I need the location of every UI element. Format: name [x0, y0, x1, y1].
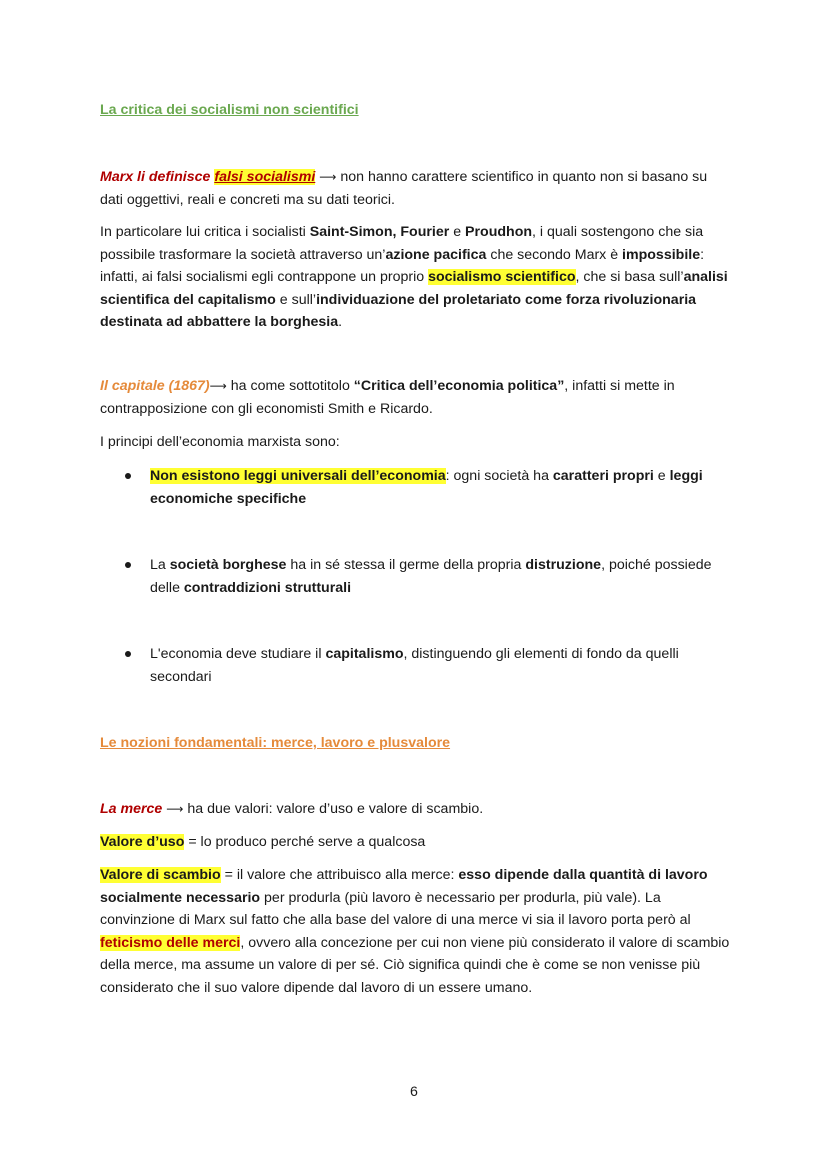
page-number: 6: [410, 1084, 418, 1100]
bold-text: contraddizioni strutturali: [183, 579, 352, 596]
text: per produrla (più lavoro è necessario per produrla, più vale). La convinzione di Marx sul fatto che alla base del valore di una merce vi sia il lavoro porta però al: [100, 889, 691, 928]
bold-text: caratteri propri: [552, 468, 654, 484]
bold-text: “Critica dell’economia politica”: [353, 378, 565, 394]
text: : infatti, ai falsi socialismi egli contrappone un proprio: [100, 246, 705, 285]
text: : ogni società ha: [445, 468, 553, 484]
bold-text: società borghese: [169, 557, 287, 573]
paragraph-la-merce: [100, 798, 730, 821]
text: , i quali sostengono che sia possibile trasformare la società attraverso un’: [100, 224, 704, 263]
highlight-valore-uso: Valore d’uso: [100, 834, 185, 850]
bold-text: azione pacifica: [385, 246, 487, 263]
bold-text: Proudhon: [465, 224, 533, 240]
text: che secondo Marx è: [486, 246, 623, 263]
text: , distinguendo gli elementi di fondo da quelli secondari: [150, 646, 679, 685]
bullet-list-principi-2: [100, 554, 730, 599]
bold-text: impossibile: [622, 246, 701, 263]
highlight-text: Non esistono leggi universali dell’economia: [150, 468, 446, 484]
paragraph-text: non hanno carattere scientifico in quanto non si basano su dati oggettivi, reali e concreti ma su dati teorici.: [100, 169, 708, 208]
text: e: [449, 224, 466, 240]
bullet-list-principi-1: [100, 465, 730, 510]
paragraph-principi: I principi dell’economia marxista sono:: [100, 434, 340, 450]
arrow-icon: ⟶: [319, 170, 337, 184]
section-heading-critica: La critica dei socialismi non scientifici: [100, 102, 359, 118]
text: L'economia deve studiare il: [150, 646, 326, 662]
bold-text: esso dipende dalla quantità di lavoro socialmente necessario: [100, 867, 708, 906]
text: , infatti si mette in contrapposizione con gli economisti Smith e Ricardo.: [100, 378, 675, 417]
paragraph-valore-scambio: [100, 864, 730, 999]
text: = lo produco perché serve a qualcosa: [184, 834, 426, 850]
bold-text: capitalismo: [325, 646, 404, 662]
paragraph-valore-uso: [100, 831, 730, 854]
text: = il valore che attribuisco alla merce:: [220, 867, 459, 883]
bullet-icon: [125, 651, 131, 657]
text: e sull’: [275, 291, 317, 308]
list-item: [100, 465, 730, 510]
list-item: [100, 554, 730, 599]
text: , che si basa sull’: [575, 269, 684, 285]
paragraph-critica-socialisti: [100, 221, 730, 334]
bold-text: analisi scientifica del capitalismo: [100, 269, 728, 308]
text: ha due valori: valore d’uso e valore di scambio.: [183, 801, 484, 817]
bold-text: distruzione: [525, 557, 602, 573]
paragraph-falsi-socialismi: [100, 166, 730, 211]
text: , ovvero alla concezione per cui non viene più considerato il valore di scambio della merce, ma assume un valore di per sé. Ciò significa quindi che è come se non venisse più considerato che il suo valore dipende dal lavoro di un essere umano.: [100, 934, 730, 996]
bullet-icon: [125, 562, 131, 568]
lead-il-capitale: Il capitale (1867): [100, 378, 210, 394]
text: La: [150, 557, 170, 573]
text: ha in sé stessa il germe della propria: [286, 557, 526, 573]
bold-text: Saint-Simon, Fourier: [309, 224, 450, 240]
highlight-socialismo-scientifico: socialismo scientifico: [428, 269, 576, 285]
bullet-icon: [125, 473, 131, 479]
list-item: [100, 643, 730, 688]
highlight-valore-scambio: Valore di scambio: [100, 867, 221, 883]
text: In particolare lui critica i socialisti: [100, 224, 310, 240]
text: .: [338, 314, 343, 330]
section-heading-nozioni: Le nozioni fondamentali: merce, lavoro e plusvalore: [100, 735, 451, 751]
bold-text: individuazione del proletariato come forza rivoluzionaria destinata ad abbattere la borghesia: [100, 291, 697, 330]
bullet-list-principi-3: [100, 643, 730, 688]
lead-la-merce: La merce: [100, 801, 163, 817]
text: ha come sottotitolo: [226, 378, 354, 394]
arrow-icon: ⟶: [166, 802, 184, 816]
highlight-falsi-socialismi: falsi socialismi: [214, 169, 316, 185]
lead-marx: Marx li definisce: [100, 169, 215, 185]
paragraph-il-capitale: [100, 375, 730, 420]
bold-text: leggi economiche specifiche: [150, 468, 703, 507]
text: , poiché possiede delle: [150, 557, 712, 596]
text: e: [653, 468, 670, 484]
highlight-feticismo: feticismo delle merci: [100, 934, 241, 951]
arrow-icon: ⟶: [209, 379, 227, 393]
